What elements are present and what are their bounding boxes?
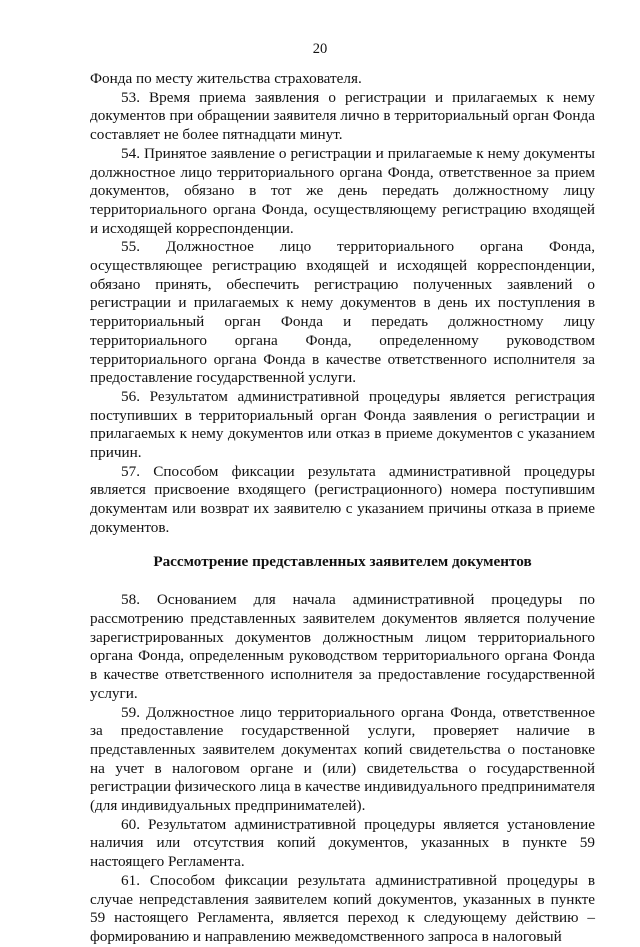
paragraph-58: 58. Основанием для начала административной процедуры по рассмотрению представленных заявителем документов является получение зарегистрированных документов должностным лицом территориального органа Фонда, определенным руководством территориального органа Фонда в качестве ответственного исполнителя за предоставление государственной услуги. (90, 591, 595, 702)
paragraph-continuation: Фонда по месту жительства страхователя. (90, 70, 362, 87)
page-number: 20 (312, 41, 328, 57)
paragraph-60: 60. Результатом административной процедуры является установление наличия или отсутствия копий документов, указанных в пункте 59 настоящего Регламента. (90, 815, 595, 871)
paragraph-54: 54. Принятое заявление о регистрации и прилагаемые к нему документы должностное лицо территориального органа Фонда, ответственное за прием документов, обязано в тот же день передать должностному лицу территориального органа Фонда, осуществляющему регистрацию входящей и исходящей корреспонденции. (90, 144, 595, 237)
paragraph-61: 61. Способом фиксации результата административной процедуры в случае непредставления заявителем копий документов, указанных в пункте 59 настоящего Регламента, является переход к следующему действию – формированию и направлению межведомственного запроса в налоговый (90, 871, 595, 945)
section-heading: Рассмотрение представленных заявителем документов (153, 552, 532, 570)
paragraph-59: 59. Должностное лицо территориального органа Фонда, ответственное за предоставление государственной услуги, проверяет наличие в представленных заявителем документах копий свидетельства о постановке на учет в налоговом органе и (или) свидетельства о государственной регистрации физического лица в качестве индивидуального предпринимателя (для индивидуальных предпринимателей). (90, 703, 595, 815)
paragraph-53: 53. Время приема заявления о регистрации и прилагаемых к нему документов при обращении заявителя лично в территориальный орган Фонда составляет не более пятнадцати минут. (90, 88, 595, 144)
document-body (90, 70, 595, 947)
paragraph-57: 57. Способом фиксации результата административной процедуры является присвоение входящего (регистрационного) номера поступившим документам или возврат их заявителю с указанием причины отказа в приеме документов. (90, 462, 595, 536)
paragraph-55: 55. Должностное лицо территориального органа Фонда, осуществляющее регистрацию входящей и исходящей корреспонденции, обязано принять, обеспечить регистрацию полученных заявлений о регистрации и прилагаемых к нему документов в день их поступления в территориальный орган Фонда и передать должностному лицу территориального органа Фонда, определенному руководством территориального органа Фонда в качестве ответственного исполнителя за предоставление государственной услуги. (90, 238, 595, 387)
paragraph-56: 56. Результатом административной процедуры является регистрация поступивших в территориальный орган Фонда заявления о регистрации и прилагаемых к нему документов или отказ в приеме документов с указанием причин. (90, 387, 595, 462)
